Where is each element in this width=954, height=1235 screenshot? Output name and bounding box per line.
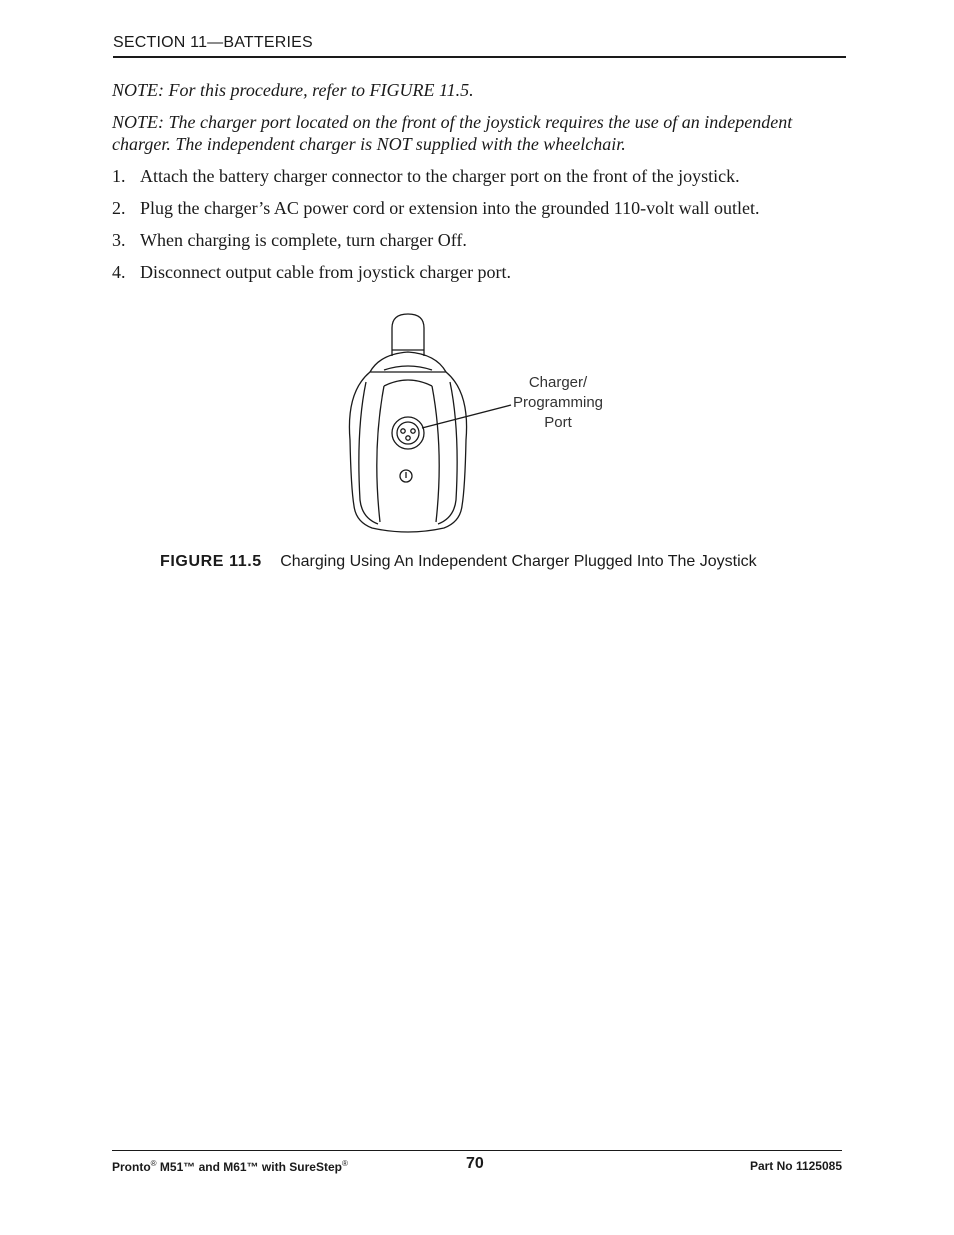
registered-mark: ® bbox=[341, 1159, 348, 1168]
joystick-collar bbox=[370, 352, 446, 372]
note-figure-reference: NOTE: For this procedure, refer to FIGURE 11.5. bbox=[112, 80, 474, 100]
procedure-steps bbox=[112, 165, 852, 293]
procedure-step bbox=[112, 229, 852, 261]
page-footer bbox=[112, 1150, 842, 1181]
product-name-a: Pronto bbox=[112, 1160, 151, 1174]
callout-line: Charger/ bbox=[528, 374, 588, 391]
figure-caption-text: Charging Using An Independent Charger Plugged Into The Joystick bbox=[280, 553, 757, 570]
step-number: 3. bbox=[112, 230, 126, 250]
step-text: When charging is complete, turn charger Off. bbox=[140, 230, 467, 250]
page-header bbox=[113, 32, 846, 58]
procedure-step bbox=[112, 165, 852, 197]
callout-charger-port bbox=[500, 373, 616, 433]
step-number: 1. bbox=[112, 166, 126, 186]
procedure-step bbox=[112, 261, 852, 293]
joystick-body-outline bbox=[349, 372, 466, 532]
procedure-step bbox=[112, 197, 852, 229]
callout-line: Programming bbox=[512, 394, 604, 411]
footer-product-name bbox=[112, 1159, 348, 1174]
step-text: Disconnect output cable from joystick charger port. bbox=[140, 262, 512, 282]
step-text: Attach the battery charger connector to the charger port on the front of the joystick. bbox=[140, 166, 740, 186]
callout-line: Port bbox=[544, 414, 572, 431]
figure-label: FIGURE 11.5 bbox=[160, 553, 262, 570]
step-text: Plug the charger’s AC power cord or extension into the grounded 110-volt wall outlet. bbox=[140, 198, 760, 218]
registered-mark: ® bbox=[150, 1159, 157, 1168]
product-name-b: M51™ and M61™ with SureStep bbox=[156, 1160, 342, 1174]
page-number: 70 bbox=[466, 1155, 484, 1172]
step-number: 4. bbox=[112, 262, 126, 282]
step-number: 2. bbox=[112, 198, 126, 218]
part-number: Part No 1125085 bbox=[749, 1159, 842, 1173]
figure-caption bbox=[160, 553, 860, 571]
note-independent-charger: NOTE: The charger port located on the front of the joystick requires the use of an independent charger. The independent charger is NOT supplied with the wheelchair. bbox=[112, 112, 793, 154]
section-title: SECTION 11—BATTERIES bbox=[113, 34, 313, 51]
